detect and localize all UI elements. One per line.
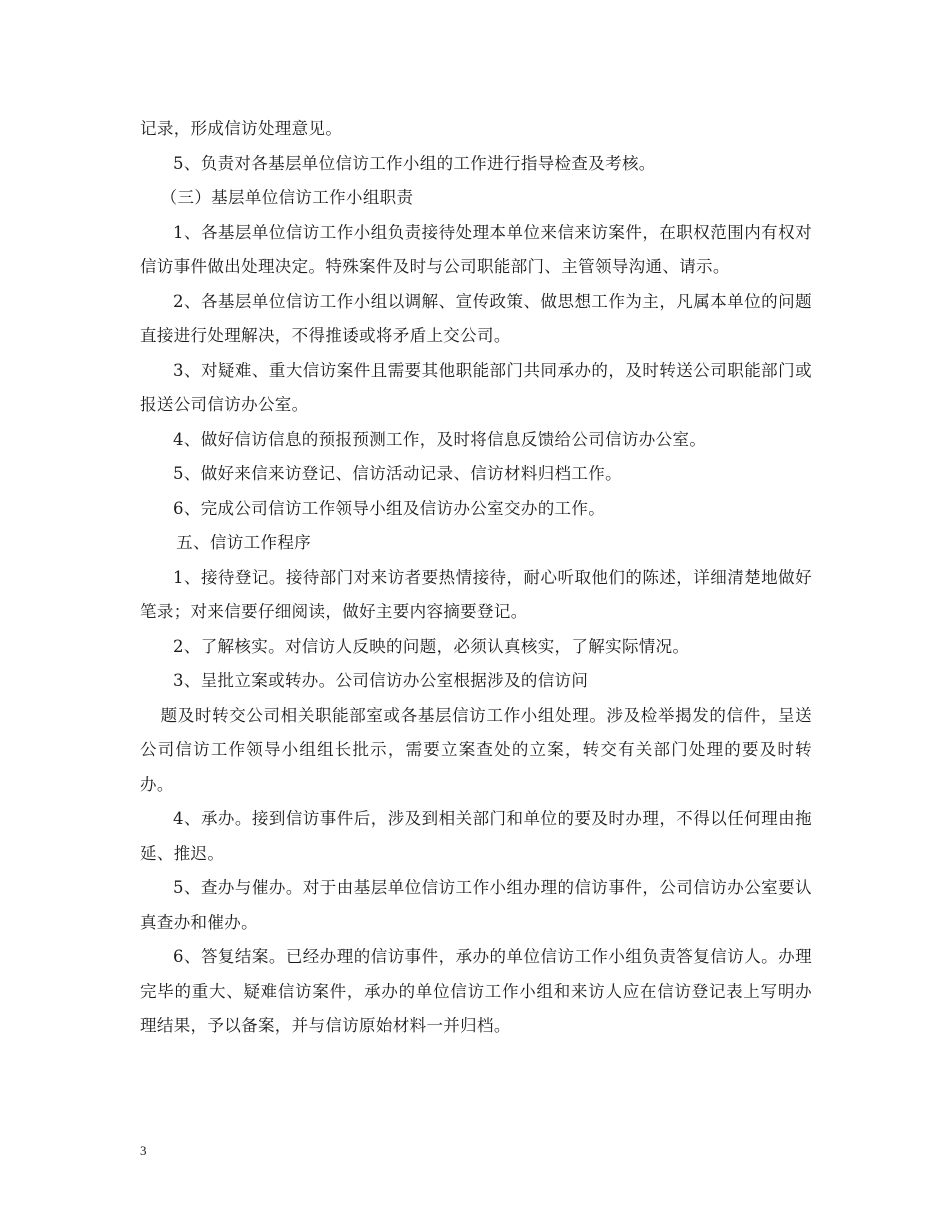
paragraph: 5、负责对各基层单位信访工作小组的工作进行指导检查及考核。 xyxy=(173,153,656,173)
paragraph: 5、做好来信来访登记、信访活动记录、信访材料归档工作。 xyxy=(173,464,622,483)
paragraph: 2、了解核实。对信访人反映的问题，必须认真核实，了解实际情况。 xyxy=(173,636,690,656)
paragraph: 4、做好信访信息的预报预测工作，及时将信息反馈给公司信访办公室。 xyxy=(173,429,707,449)
paragraph: 3、呈批立案或转办。公司信访办公室根据涉及的信访问 xyxy=(173,671,589,690)
paragraph: 题及时转交公司相关职能部室或各基层信访工作小组处理。涉及检举揭发的信件，呈送公司信访工作领导小组组长批示，需要立案查处的立案，转交有关部门处理的要及时转办。 xyxy=(140,705,812,794)
page-number: 3 xyxy=(140,1143,147,1158)
paragraph: 1、各基层单位信访工作小组负责接待处理本单位来信来访案件，在职权范围内有权对信访事件做出处理决定。特殊案件及时与公司职能部门、主管领导沟通、请示。 xyxy=(140,222,812,276)
paragraph: 6、完成公司信访工作领导小组及信访办公室交办的工作。 xyxy=(173,498,606,518)
paragraph: 1、接待登记。接待部门对来访者要热情接待，耐心听取他们的陈述，详细清楚地做好笔录；对来信要仔细阅读，做好主要内容摘要登记。 xyxy=(140,567,812,621)
paragraph: 6、答复结案。已经办理的信访事件，承办的单位信访工作小组负责答复信访人。办理完毕的重大、疑难信访案件，承办的单位信访工作小组和来访人应在信访登记表上写明办理结果，予以备案，并与信访原始材料一并归档。 xyxy=(140,947,812,1035)
section-heading: 五、信访工作程序 xyxy=(176,533,312,552)
paragraph: 3、对疑难、重大信访案件且需要其他职能部门共同承办的，及时转送公司职能部门或报送公司信访办公室。 xyxy=(140,360,812,414)
section-heading: （三）基层单位信访工作小组职责 xyxy=(160,188,414,207)
paragraph: 2、各基层单位信访工作小组以调解、宣传政策、做思想工作为主，凡属本单位的问题直接进行处理解决，不得推诿或将矛盾上交公司。 xyxy=(140,291,812,345)
paragraph: 5、查办与催办。对于由基层单位信访工作小组办理的信访事件，公司信访办公室要认真查办和催办。 xyxy=(140,878,812,932)
document-body xyxy=(140,112,812,1044)
paragraph: 4、承办。接到信访事件后，涉及到相关部门和单位的要及时办理，不得以任何理由拖延、推迟。 xyxy=(140,809,812,863)
paragraph: 记录，形成信访处理意见。 xyxy=(140,119,343,138)
